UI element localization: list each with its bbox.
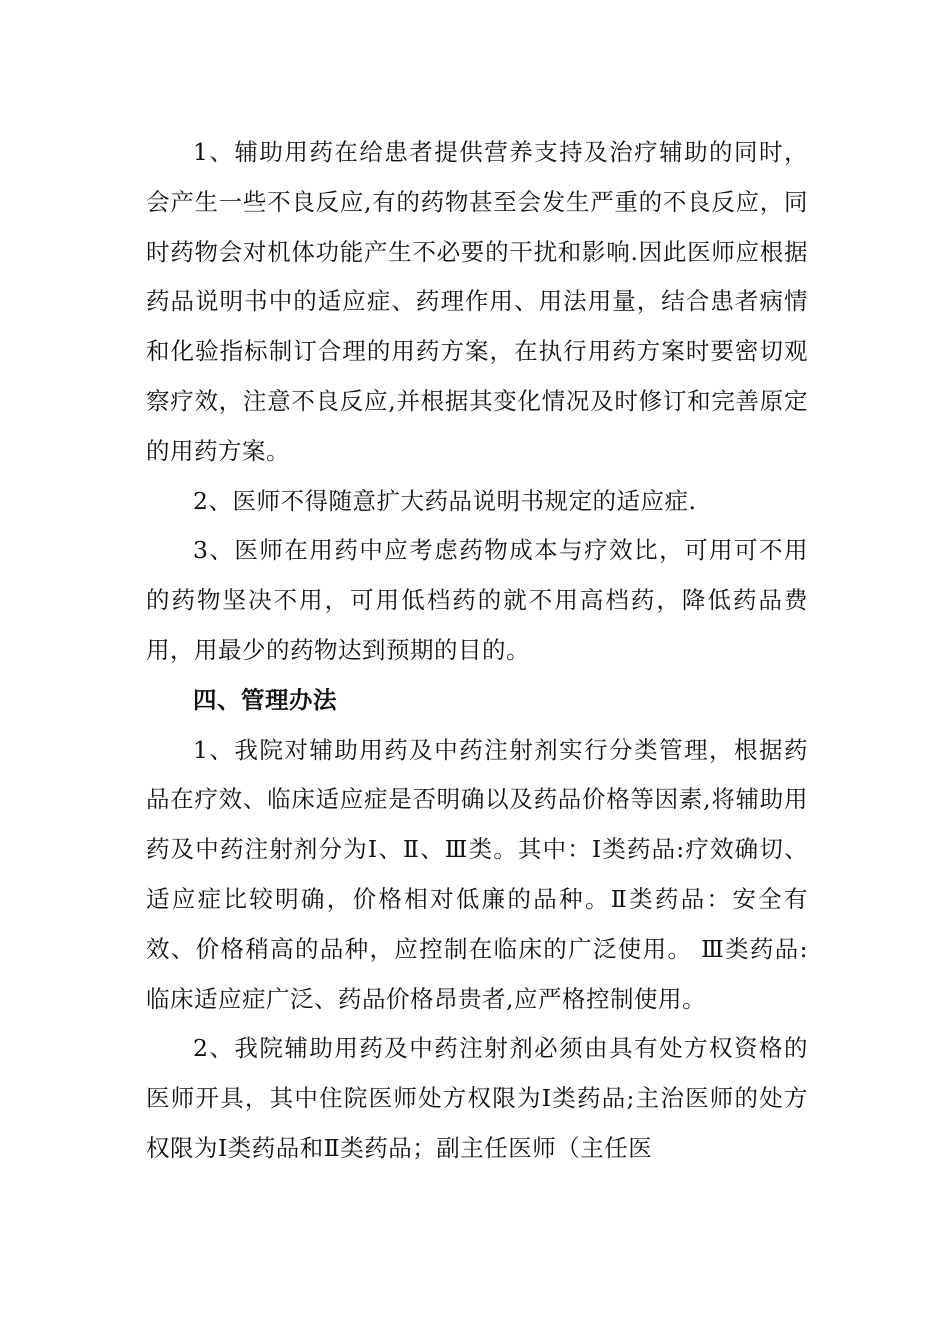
paragraph-adverse-reactions: 1、辅助用药在给患者提供营养支持及治疗辅助的同时，会产生一些不良反应,有的药物甚至会发生严重的不良反应，同时药物会对机体功能产生不必要的干扰和影响.因此医师应根据药品说明书中的适应症、药理作用、用法用量，结合患者病情和化验指标制订合理的用药方案，在执行用药方案时要密切观察疗效，注意不良反应,并根据其变化情况及时修订和完善原定的用药方案。 [146, 138, 808, 465]
paragraph-classification: 1、我院对辅助用药及中药注射剂实行分类管理，根据药品在疗效、临床适应症是否明确以及药品价格等因素,将辅助用药及中药注射剂分为Ⅰ、Ⅱ、Ⅲ类。其中：Ⅰ类药品:疗效确切、适应症比较明确，价格相对低廉的品种。Ⅱ类药品：安全有效、价格稍高的品种，应控制在临床的广泛使用。 Ⅲ类药品:临床适应症广泛、药品价格昂贵者,应严格控制使用。 [146, 735, 808, 1013]
document-page [146, 128, 808, 1174]
paragraph-cost-effectiveness: 3、医师在用药中应考虑药物成本与疗效比，可用可不用的药物坚决不用，可用低档药的就不用高档药，降低药品费用，用最少的药物达到预期的目的。 [146, 536, 808, 664]
paragraph-indication-limit: 2、医师不得随意扩大药品说明书规定的适应症. [193, 486, 697, 515]
paragraph-prescription-authority: 2、我院辅助用药及中药注射剂必须由具有处方权资格的医师开具，其中住院医师处方权限为Ⅰ类药品;主治医师的处方权限为Ⅰ类药品和Ⅱ类药品；副主任医师（主任医 [146, 1034, 808, 1162]
section-heading-management: 四、管理办法 [193, 685, 337, 714]
